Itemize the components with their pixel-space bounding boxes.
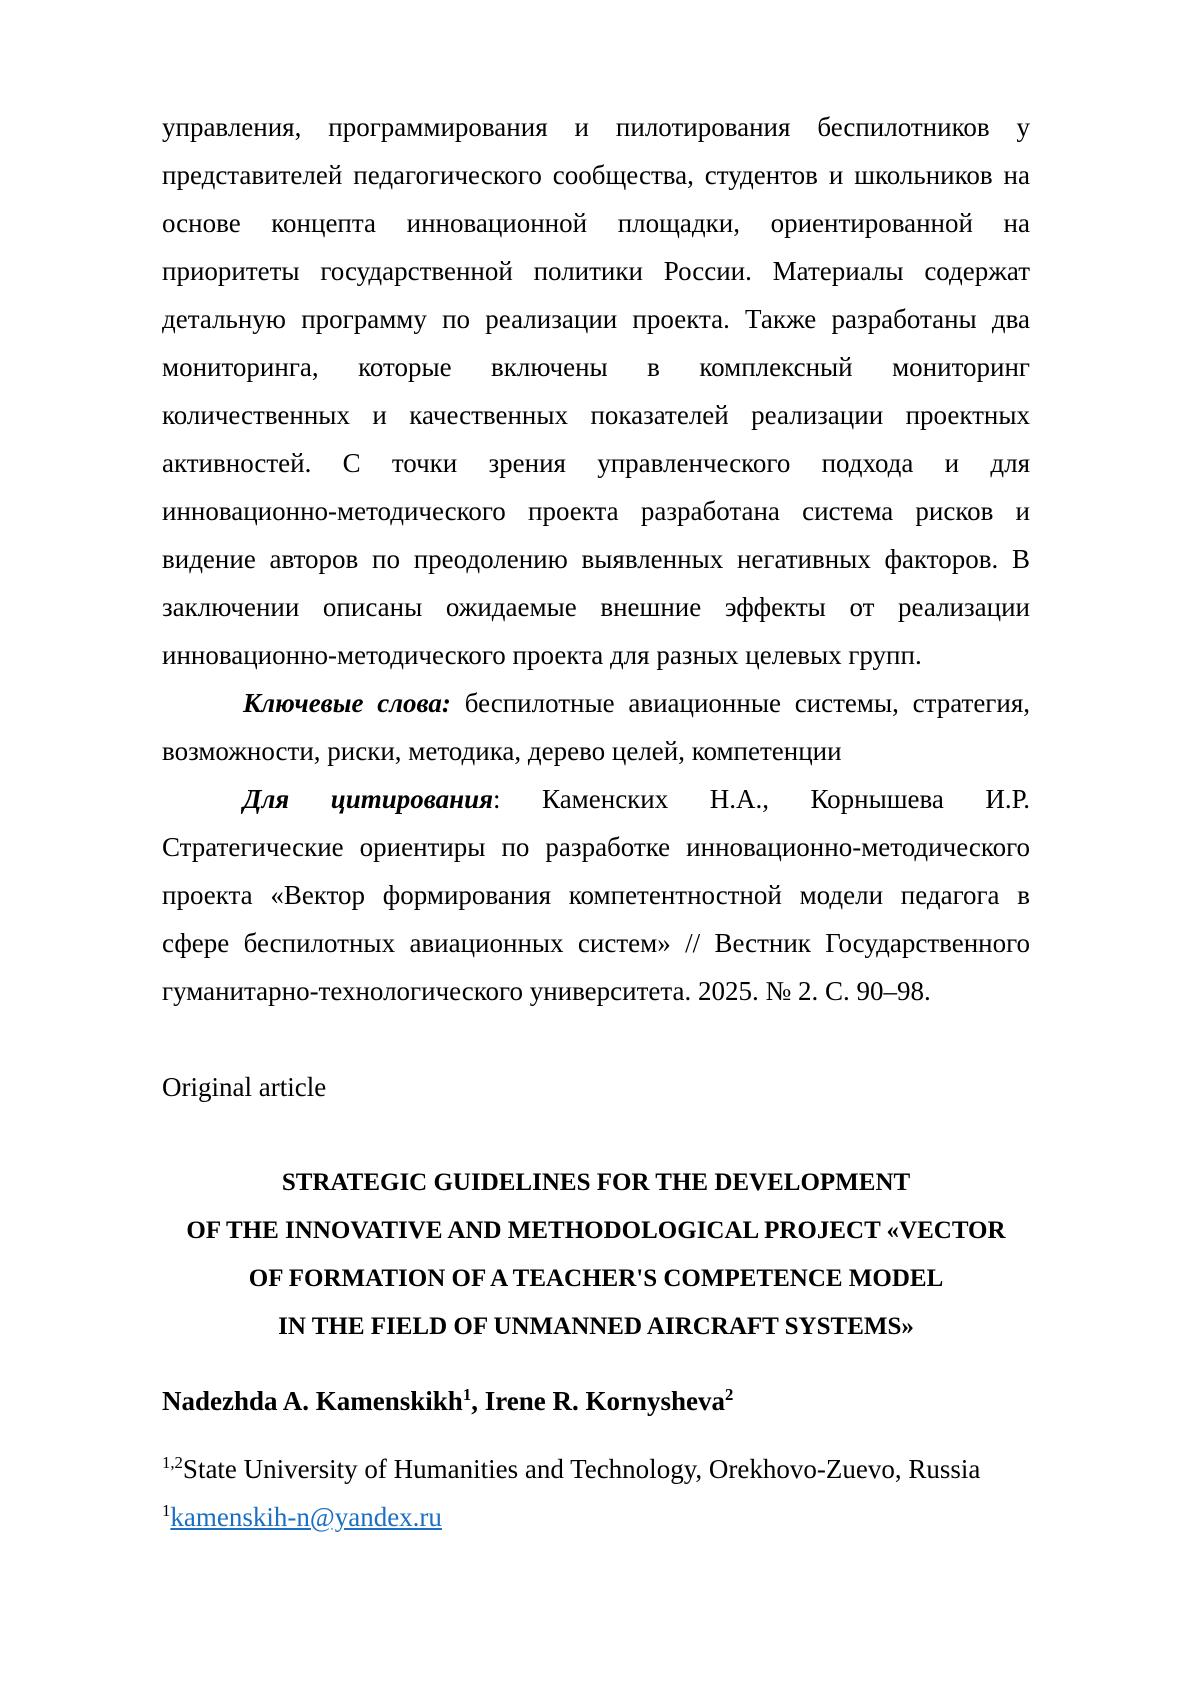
keywords-paragraph — [162, 679, 1030, 775]
email-link[interactable]: kamenskih-n@yandex.ru — [170, 1502, 442, 1532]
affiliation-text: State University of Humanities and Technology, Orekhovo-Zuevo, Russia — [182, 1454, 981, 1484]
article-title-line-1: STRATEGIC GUIDELINES FOR THE DEVELOPMENT — [281, 1169, 911, 1196]
citation-label: Для цитирования — [243, 784, 494, 814]
author2-name: , Irene R. Kornysheva — [471, 1386, 725, 1416]
abstract-continuation-paragraph: управления, программирования и пилотирования беспилотников у представителей педагогического сообщества, студентов и школьников на основе концепта инновационной площадки, ориентированной на приоритеты государственной политики России. Материалы содержат детальную программу по реализации проекта. Также разработаны два мониторинга, которые включены в комплексный мониторинг количественных и качественных показателей реализации проектных активностей. С точки зрения управленческого подхода и для инновационно-методического проекта разработана система рисков и видение авторов по преодолению выявленных негативных факторов. В заключении описаны ожидаемые внешние эффекты от реализации инновационно-методического проекта для разных целевых групп. — [162, 112, 1030, 670]
email-superscript: 1 — [162, 1501, 171, 1520]
email-line — [162, 1493, 1030, 1541]
article-title-line-2: OF THE INNOVATIVE AND METHODOLOGICAL PROJECT «VECTOR — [186, 1217, 1006, 1244]
citation-paragraph — [162, 775, 1030, 1015]
article-title — [162, 1159, 1030, 1351]
affiliation-superscript: 1,2 — [162, 1453, 183, 1472]
article-title-line-3: OF FORMATION OF A TEACHER'S COMPETENCE MODEL — [248, 1265, 944, 1292]
author1-name: Nadezhda A. Kamenskikh — [162, 1386, 463, 1416]
citation-text: : Каменских Н.А., Корнышева И.Р. Стратегические ориентиры по разработке инновационно-методического проекта «Вектор формирования компетентностной модели педагога в сфере беспилотных авиационных систем» // Вестник Государственного гуманитарно-технологического университета. 2025. № 2. С. 90–98. — [162, 784, 1030, 1006]
keywords-label: Ключевые слова: — [243, 688, 451, 718]
keywords-text: беспилотные авиационные системы, стратегия, возможности, риски, методика, дерево целей, компетенции — [162, 688, 1030, 766]
affiliation-line — [162, 1445, 1030, 1493]
author1-superscript: 1 — [462, 1385, 472, 1404]
authors-line — [162, 1377, 1030, 1425]
article-title-line-4: IN THE FIELD OF UNMANNED AIRCRAFT SYSTEMS» — [278, 1313, 914, 1340]
article-type-label: Original article — [162, 1072, 327, 1102]
author2-superscript: 2 — [724, 1385, 734, 1404]
